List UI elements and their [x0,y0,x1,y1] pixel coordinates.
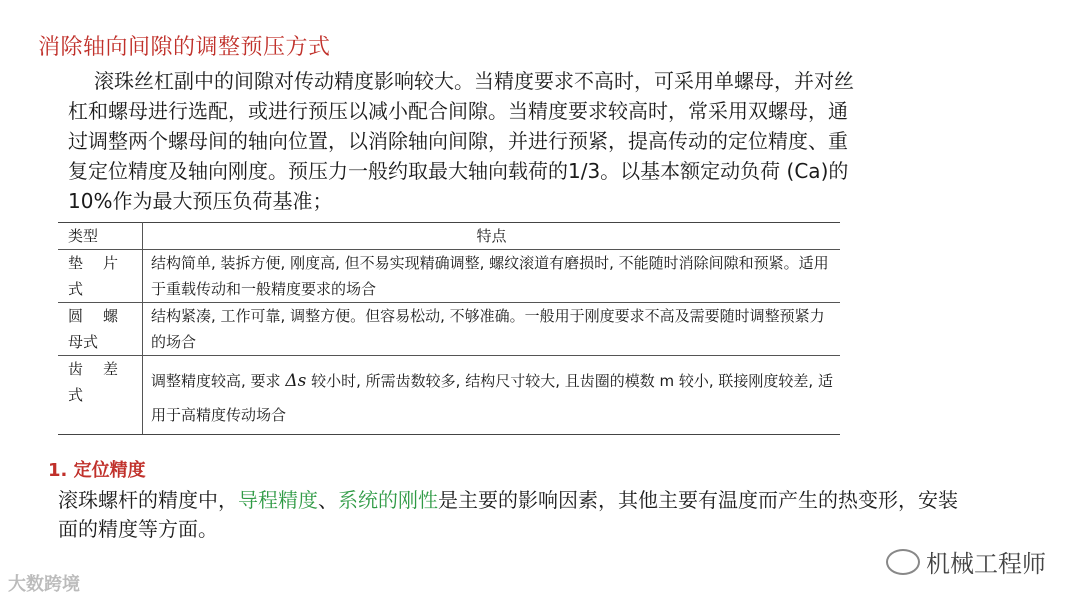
feature-text: 较小时, 所需齿数较多, 结构尺寸较大, 且齿圈的模数 m 较小, 联接刚度较差, 适用于高精度传动场合 [151,372,833,424]
type-line: 母式 [68,333,99,351]
watermark-right [886,544,1046,579]
row-type [58,356,143,435]
section-text: 滚珠螺杆的精度中， [58,488,238,512]
table-row [58,303,840,356]
highlight-lead-accuracy: 导程精度 [238,488,318,512]
table-row [58,250,840,303]
table-header-row [58,223,840,250]
wechat-icon [886,549,920,575]
preload-methods-table [58,222,840,435]
section-paragraph [58,486,958,544]
header-feature: 特点 [143,223,841,250]
row-feature [143,356,841,435]
intro-line: 复定位精度及轴向刚度。预压力一般约取最大轴向载荷的1/3。以基本额定动负荷 (Ca)的 [68,159,849,183]
slide-title: 消除轴向间隙的调整预压方式 [38,35,331,60]
delta-s-symbol: Δs [285,371,307,391]
watermark-left: 大数跨境 [8,574,80,595]
row-type [58,250,143,303]
table-row [58,356,840,435]
highlight-system-rigidity: 系统的刚性 [338,488,438,512]
intro-line: 滚珠丝杠副中的间隙对传动精度影响较大。当精度要求不高时，可采用单螺母，并对丝 [94,69,854,93]
separator: 、 [318,488,338,512]
row-feature: 结构紧凑, 工作可靠, 调整方便。但容易松动, 不够准确。一般用于刚度要求不高及需要随时调整预紧力的场合 [143,303,841,356]
type-line: 圆 螺 [68,307,118,325]
intro-line: 10%作为最大预压负荷基准； [68,189,333,213]
type-line: 式 [68,280,84,298]
intro-line: 杠和螺母进行选配，或进行预压以减小配合间隙。当精度要求较高时，常采用双螺母，通 [68,99,848,123]
type-line: 齿 差 [68,360,118,378]
header-type: 类型 [58,223,143,250]
watermark-text: 机械工程师 [926,550,1046,578]
type-line: 式 [68,386,84,404]
row-feature: 结构简单, 装拆方便, 刚度高, 但不易实现精确调整, 螺纹滚道有磨损时, 不能随时消除间隙和预紧。适用于重载传动和一般精度要求的场合 [143,250,841,303]
section-heading: 1. 定位精度 [48,460,146,481]
type-line: 垫 片 [68,254,118,272]
section-text: 是主要的影响因素，其他主要有温度而产生的热变形，安装面的精度等方面。 [58,488,958,541]
feature-text: 调整精度较高, 要求 [151,372,281,390]
intro-line: 过调整两个螺母间的轴向位置，以消除轴向间隙，并进行预紧，提高传动的定位精度、重 [68,129,848,153]
intro-paragraph [68,66,948,216]
row-type [58,303,143,356]
